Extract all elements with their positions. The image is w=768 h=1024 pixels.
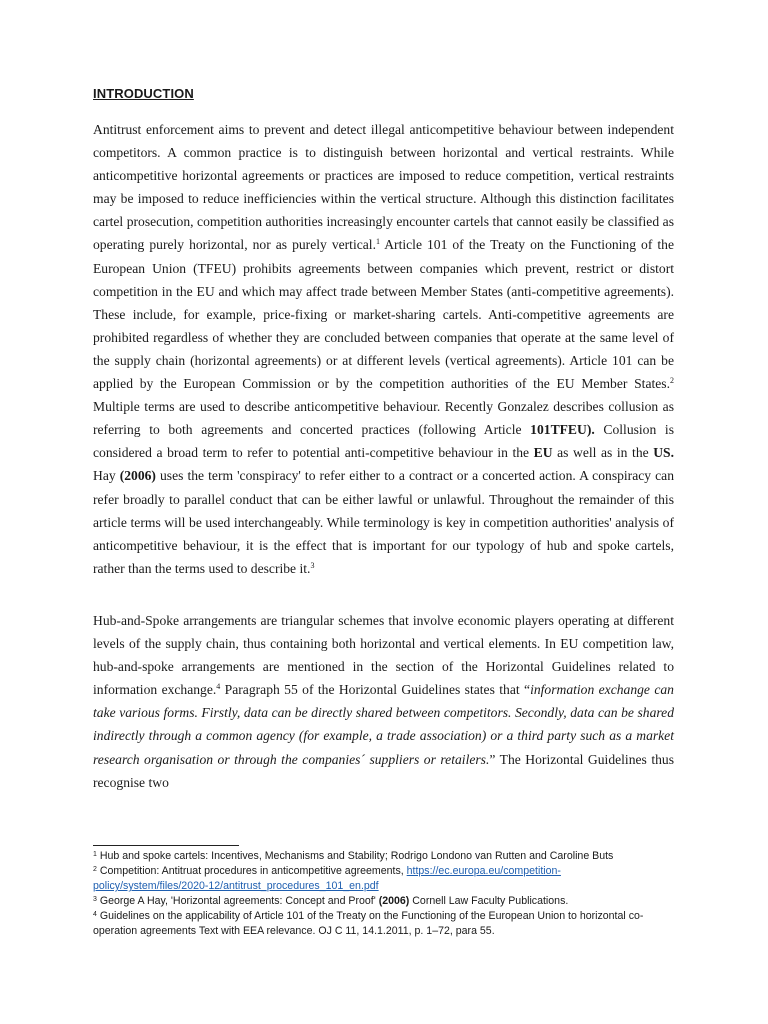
p1-bold-us: US.	[653, 445, 675, 461]
footnote-1-number: 1	[93, 851, 97, 858]
p2-text-1: Hub-and-Spoke arrangements are triangular schemes that involve economic players operating at different levels of the supply chain, thus containing both horizontal and vertical elements. In EU competition law, hub-and-spoke arrangements are mentioned in the section of the Horizontal Guidelines related to information exchange.	[93, 613, 674, 698]
footnote-1	[93, 849, 674, 864]
p2-text-3: ” The Horizontal Guidelines thus recognise two	[93, 751, 674, 790]
footnote-ref-3[interactable]: 3	[310, 560, 315, 570]
footnote-1-text: Hub and spoke cartels: Incentives, Mechanisms and Stability; Rodrigo Londono van Rutten and Caroline Buts	[96, 850, 614, 862]
p2-quote: information exchange can take various forms. Firstly, data can be directly shared between competitors. Secondly, data can be shared indirectly through a common agency (for example, a trade association) or a third party such as a market research organisation or through the companies´ suppliers or retailers.	[93, 682, 674, 767]
footnote-ref-2[interactable]: 2	[670, 376, 674, 386]
footnote-2-text: Competition: Antitruat procedures in anticompetitive agreements,	[96, 865, 407, 878]
footnote-ref-4[interactable]: 4	[216, 682, 221, 692]
p1-text-6: Hay	[93, 468, 120, 484]
p2-text-2: Paragraph 55 of the Horizontal Guidelines states that “	[220, 682, 531, 698]
p1-text-5: as well as in the	[552, 445, 654, 461]
footnote-2	[93, 864, 674, 894]
intro-paragraph-2	[93, 609, 674, 794]
footnote-4-number: 4	[93, 911, 97, 919]
footnote-3	[93, 894, 674, 909]
p1-text-4: Collusion is considered a broad term to refer to potential anti-competitive behaviour in the	[93, 422, 674, 461]
footnotes	[93, 849, 674, 940]
intro-paragraph-1	[93, 118, 674, 580]
footnote-3-number: 3	[93, 896, 97, 904]
footnote-4-text: Guidelines on the applicability of Article 101 of the Treaty on the Functioning of the European Union to horizontal co-operation agreements Text with EEA relevance. OJ C 11, 14.1.2011, p. 1–72, para 55.	[93, 910, 644, 938]
footnote-2-link[interactable]: https://ec.europa.eu/competition-policy/system/files/2020-12/antitrust_procedures_101_en.pdf	[93, 865, 561, 893]
p1-text-2: Article 101 of the Treaty on the Functioning of the European Union (TFEU) prohibits agreements between companies which prevent, restrict or distort competition in the EU and which may affect trade between Member States (anti-competitive agreements). These include, for example, price-fixing or market-sharing cartels. Anti-competitive agreements are prohibited regardless of whether they are concluded between companies that operate at the same level of the supply chain (horizontal agreements) or at different levels (vertical agreements). Article 101 can be applied by the European Commission or by the competition authorities of the EU Member States.	[93, 237, 674, 392]
footnote-3-text-a: George A Hay, 'Horizontal agreements: Concept and Proof'	[96, 895, 379, 908]
footnote-ref-1[interactable]: 1	[375, 237, 380, 247]
p1-bold-eu: EU	[533, 445, 553, 461]
section-heading: INTRODUCTION	[93, 86, 194, 101]
footnote-3-text-b: Cornell Law Faculty Publications.	[409, 895, 569, 908]
p1-text-3: Multiple terms are used to describe anticompetitive behaviour. Recently Gonzalez describes collusion as referring to both agreements and concerted practices (following Article	[93, 399, 674, 438]
p1-text-1: Antitrust enforcement aims to prevent and detect illegal anticompetitive behaviour between independent competitors. A common practice is to distinguish between horizontal and vertical restraints. While anticompetitive horizontal agreements or practices are imposed to reduce competition, vertical restraints may be imposed to reduce inefficiencies within the vertical structure. Although this distinction facilitates cartel prosecution, competition authorities increasingly encounter cartels that cannot easily be classified as operating purely horizontal, nor as purely vertical.	[93, 122, 674, 253]
footnote-2-number: 2	[93, 866, 97, 874]
p1-bold-article: 101TFEU).	[530, 422, 595, 438]
footnote-separator	[93, 845, 239, 846]
p1-text-7: uses the term 'conspiracy' to refer either to a contract or a concerted action. A conspiracy can refer broadly to parallel conduct that can be either lawful or unlawful. Throughout the remainder of this article terms will be used interchangeably. While terminology is key in competition authorities' analysis of anticompetitive behaviour, it is the effect that is important for our typology of hub and spoke cartels, rather than the terms used to describe it.	[93, 468, 674, 576]
footnote-4	[93, 909, 674, 939]
p1-bold-year: (2006)	[119, 468, 156, 484]
footnote-3-bold-year: (2006)	[378, 895, 410, 908]
